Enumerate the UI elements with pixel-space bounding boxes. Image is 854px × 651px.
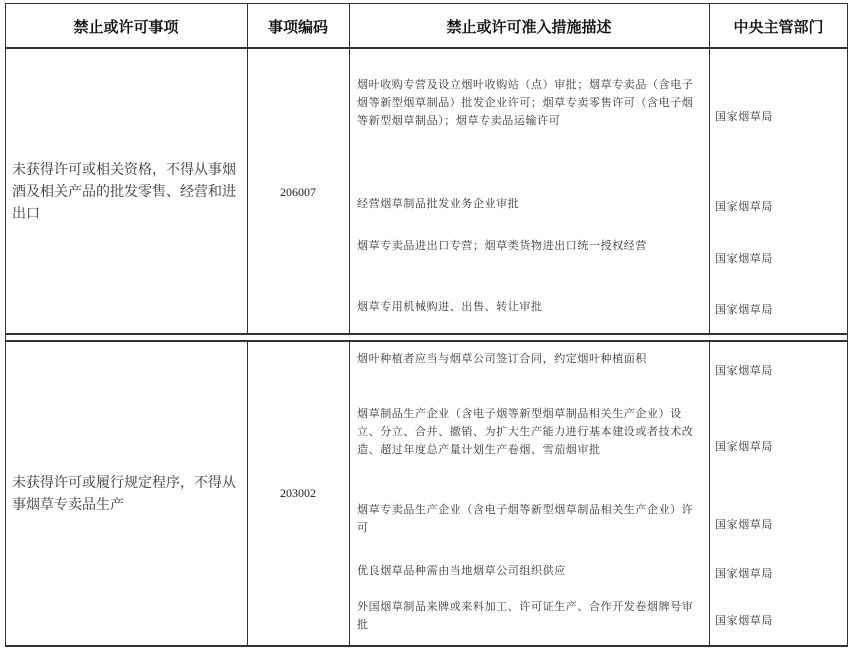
department-item: 国家烟草局 [715, 567, 773, 580]
header-description: 禁止或许可准入措施描述 [446, 17, 612, 36]
description-item: 烟草专卖品生产企业（含电子烟等新型烟草制品相关生产企业）许可 [357, 503, 694, 534]
matter-cell: 未获得许可或相关资格，不得从事烟酒及相关产品的批发零售、经营和进出口 [12, 162, 236, 222]
description-item: 烟草制品生产企业（含电子烟等新型烟草制品相关生产企业）设立、分立、合并、撤销、为扩大生产能力进行基本建设或者技术改造、超过年度总产量计划生产卷烟、雪茄烟审批 [357, 407, 694, 456]
table-row [5, 340, 848, 647]
department-item: 国家烟草局 [715, 440, 773, 453]
description-item: 烟草专卖品进出口专营；烟草类货物进出口统一授权经营 [357, 239, 647, 252]
department-item: 国家烟草局 [715, 614, 773, 627]
header-code: 事项编码 [267, 17, 328, 36]
table-row [5, 49, 848, 335]
department-item: 国家烟草局 [715, 303, 773, 316]
description-item: 优良烟草品种需由当地烟草公司组织供应 [357, 564, 566, 577]
department-cell [709, 49, 848, 335]
table-header [5, 3, 848, 49]
department-item: 国家烟草局 [715, 518, 773, 531]
header-matter: 禁止或许可事项 [73, 17, 179, 36]
description-cell [349, 49, 709, 335]
description-item: 烟叶收购专营及设立烟叶收购站（点）审批；烟草专卖品（含电子烟等新型烟草制品）批发企业许可；烟草专卖零售许可（含电子烟等新型烟草制品）；烟草专卖品运输许可 [357, 78, 694, 127]
description-item: 经营烟草制品批发业务企业审批 [357, 197, 520, 210]
matter-cell: 未获得许可或履行规定程序，不得从事烟草专卖品生产 [12, 474, 236, 513]
department-item: 国家烟草局 [715, 200, 773, 213]
department-cell [709, 340, 848, 647]
code-cell: 206007 [280, 184, 316, 199]
description-item: 烟草专用机械购进、出售、转让审批 [357, 300, 543, 313]
description-item: 外国烟草制品来牌或来料加工、许可证生产、合作开发卷烟牌号审批 [357, 600, 694, 631]
description-cell [349, 340, 709, 647]
department-item: 国家烟草局 [715, 110, 773, 123]
department-item: 国家烟草局 [715, 364, 773, 377]
department-item: 国家烟草局 [715, 252, 773, 265]
header-department: 中央主管部门 [733, 17, 824, 36]
description-item: 烟叶种植者应当与烟草公司签订合同，约定烟叶种植面积 [357, 352, 647, 365]
code-cell: 203002 [280, 486, 316, 500]
